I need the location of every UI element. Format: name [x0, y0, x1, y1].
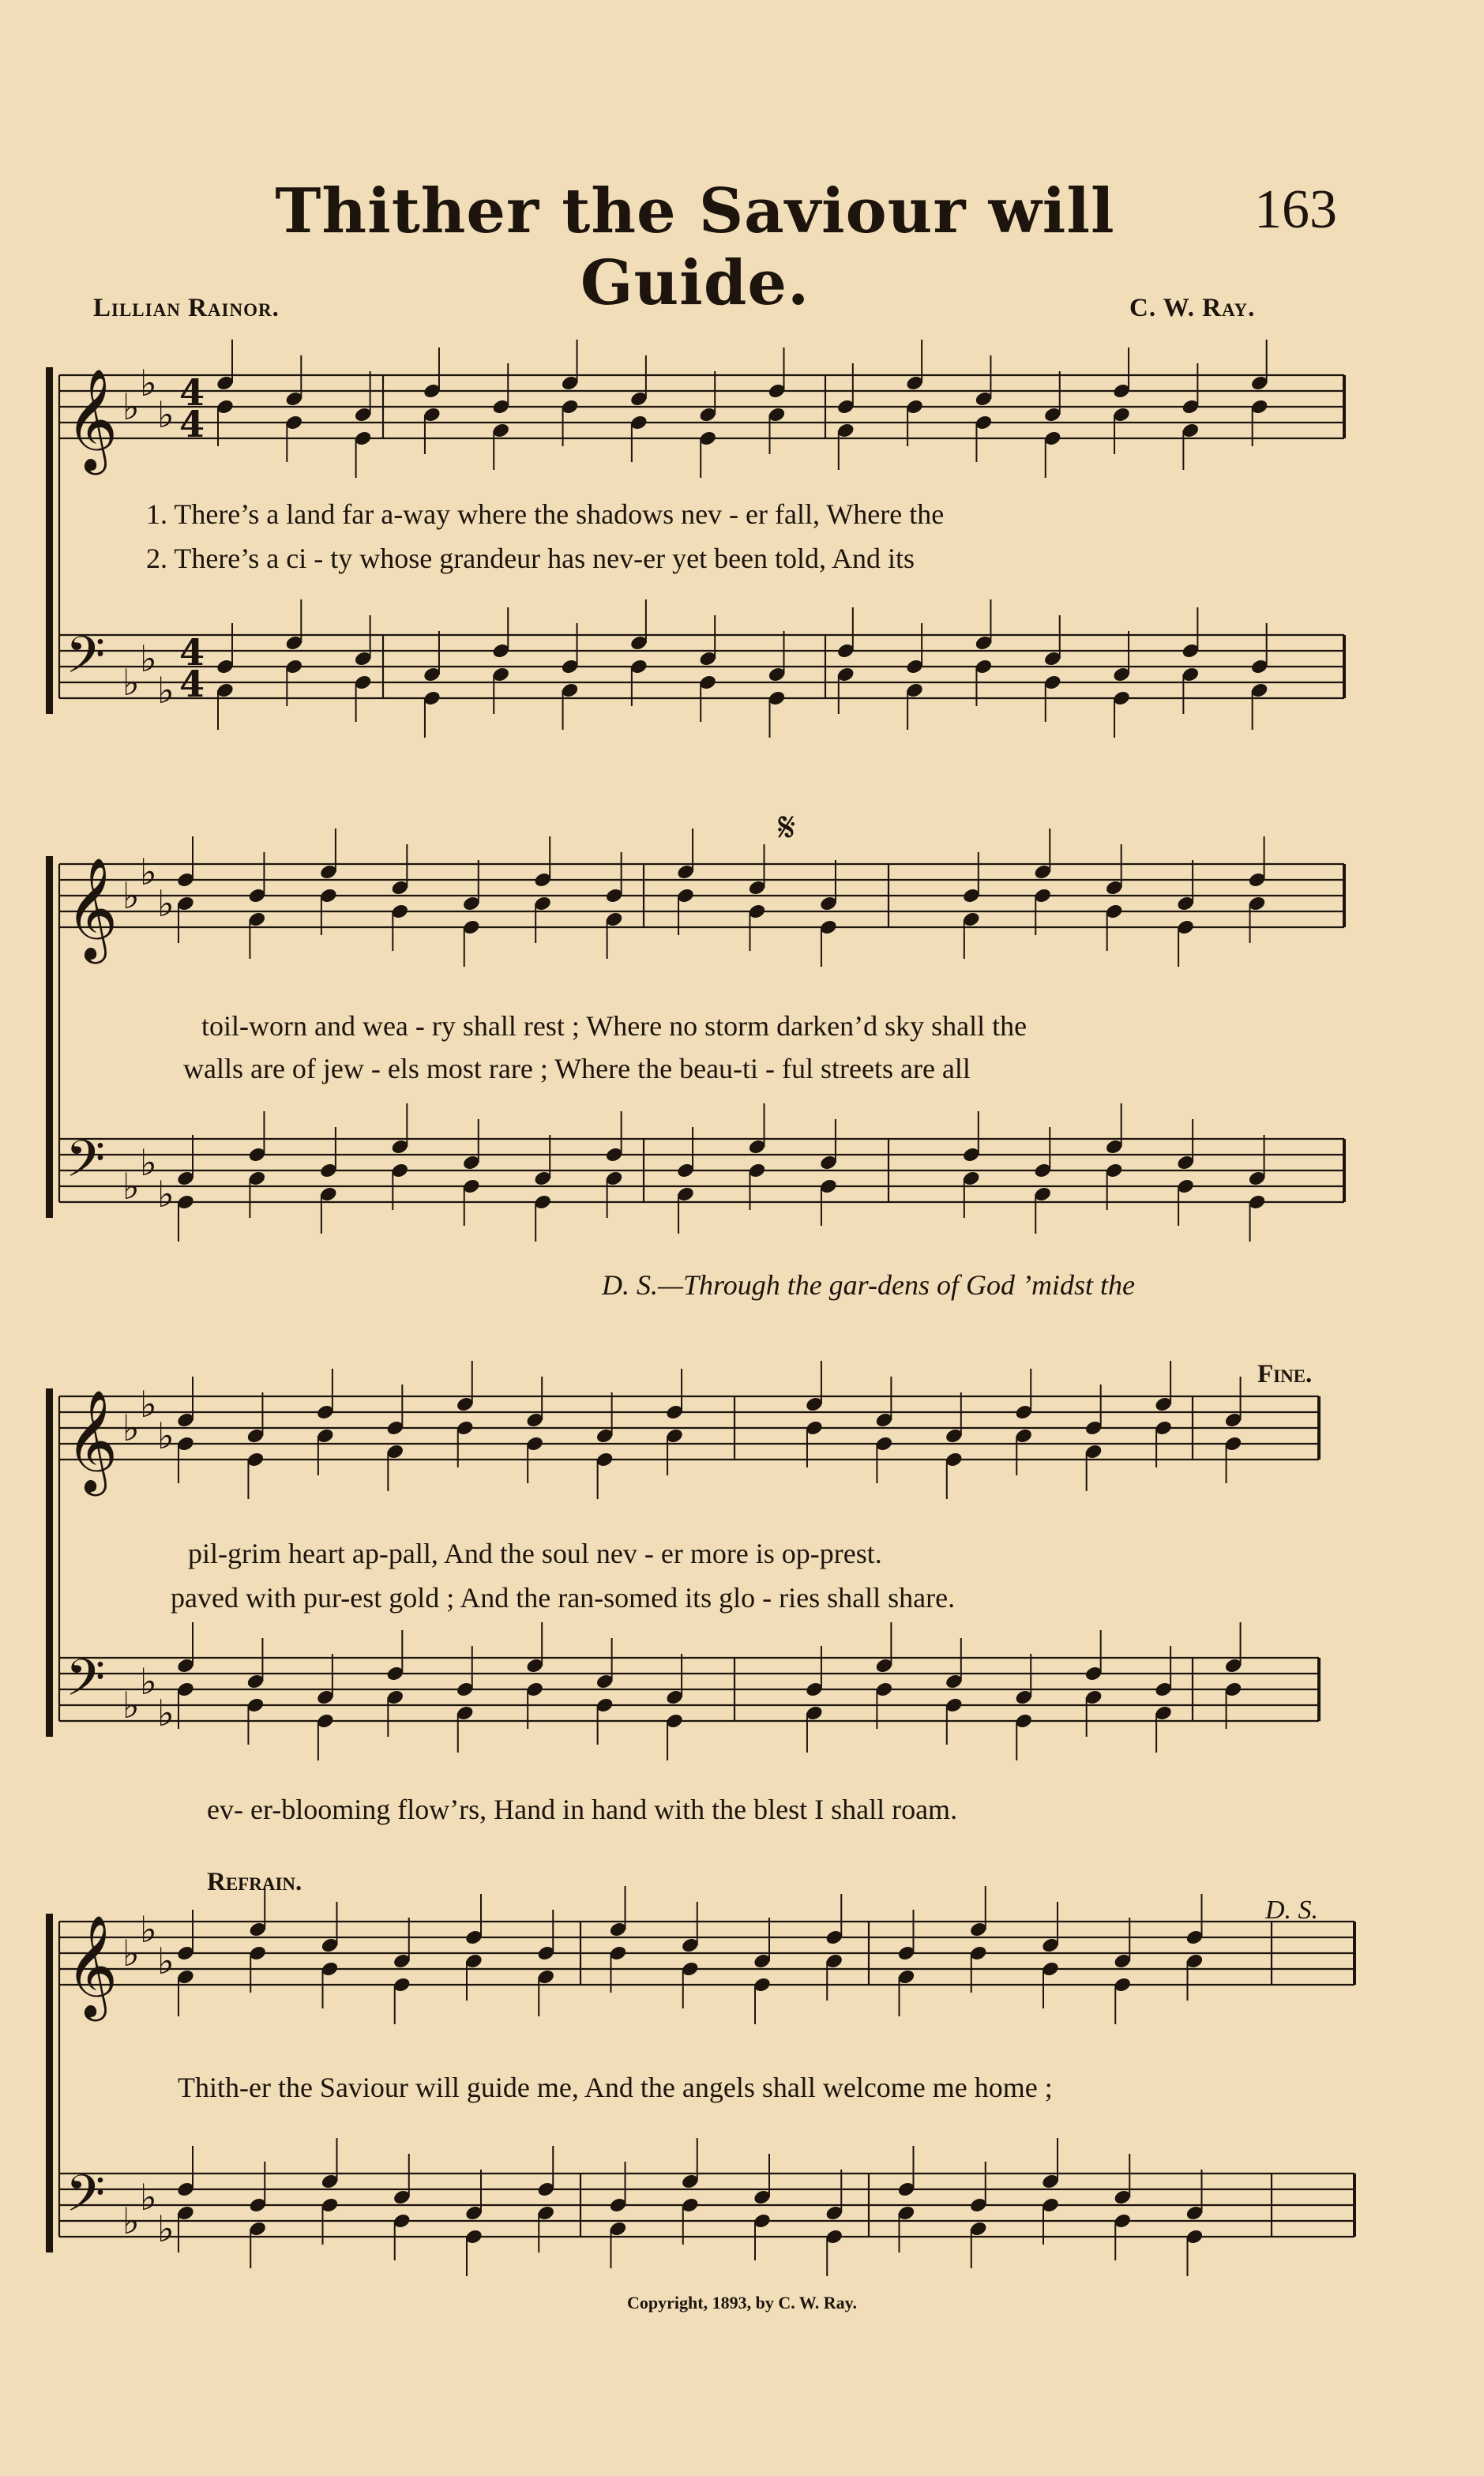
- lyricist-credit: Lillian Rainor.: [93, 294, 280, 322]
- svg-text:4: 4: [179, 631, 205, 674]
- svg-text:𝄞: 𝄞: [66, 1914, 118, 2017]
- svg-text:♭: ♭: [140, 1908, 157, 1951]
- svg-text:♭: ♭: [122, 2200, 140, 2242]
- lyric-system1-verse2: 2. There’s a ci - ty whose grandeur has nev-er yet been told, And its: [146, 543, 915, 574]
- svg-text:𝄢: 𝄢: [66, 626, 106, 697]
- svg-text:♭: ♭: [140, 1141, 157, 1184]
- svg-text:♭: ♭: [122, 1684, 140, 1726]
- hymn-title: Thither the Saviour will Guide.: [275, 175, 1115, 319]
- svg-text:♭: ♭: [140, 2176, 157, 2219]
- page-number: 163: [1254, 179, 1337, 240]
- svg-text:♭: ♭: [157, 393, 175, 436]
- svg-text:♭: ♭: [157, 882, 175, 925]
- svg-text:♭: ♭: [157, 669, 175, 712]
- lyric-system3-verse1: pil-grim heart ap-pall, And the soul nev - er more is op-prest.: [188, 1538, 882, 1569]
- copyright-notice: Copyright, 1893, by C. W. Ray.: [627, 2293, 857, 2313]
- refrain-label: Refrain.: [207, 1868, 302, 1896]
- composer-credit: C. W. Ray.: [1129, 294, 1256, 322]
- svg-text:♭: ♭: [122, 661, 140, 704]
- lyric-system2-ds-line: [602, 1268, 1135, 1302]
- svg-text:♭: ♭: [122, 1165, 140, 1208]
- svg-text:♭: ♭: [140, 637, 157, 680]
- svg-text:4: 4: [179, 403, 205, 445]
- lyric-system1-verse1: 1. There’s a land far a-way where the shadows nev - er fall, Where the: [146, 498, 945, 530]
- lyric-system2-verse2: walls are of jew - els most rare ; Where the beau-ti - ful streets are all: [183, 1053, 971, 1084]
- svg-text:𝄞: 𝄞: [66, 368, 118, 471]
- svg-text:𝄋: 𝄋: [778, 804, 796, 851]
- svg-text:♭: ♭: [140, 362, 157, 404]
- lyric-refrain: Thith-er the Saviour will guide me, And the angels shall welcome me home ;: [178, 2072, 1053, 2103]
- svg-text:𝄢: 𝄢: [66, 1649, 106, 1720]
- svg-text:♭: ♭: [122, 385, 140, 428]
- svg-text:♭: ♭: [140, 1383, 157, 1426]
- svg-text:♭: ♭: [157, 2207, 175, 2250]
- lyric-system2-verse1: toil-worn and wea - ry shall rest ; Where no storm darken’d sky shall the: [201, 1010, 1028, 1042]
- svg-text:♭: ♭: [157, 1940, 175, 1982]
- svg-text:𝄢: 𝄢: [66, 2165, 106, 2236]
- svg-text:𝄢: 𝄢: [66, 1130, 106, 1201]
- svg-text:𝄞: 𝄞: [66, 857, 118, 960]
- svg-text:4: 4: [179, 371, 205, 414]
- ds-text: D. S.—Through the gar-dens of God ’midst the: [602, 1269, 1135, 1301]
- lyric-system3-verse2: paved with pur-est gold ; And the ran-somed its glo - ries shall share.: [171, 1582, 956, 1614]
- svg-text:♭: ♭: [157, 1415, 175, 1457]
- svg-text:♭: ♭: [157, 1173, 175, 1215]
- fine-marking: Fine.: [1257, 1360, 1313, 1388]
- svg-text:♭: ♭: [122, 1407, 140, 1449]
- svg-text:♭: ♭: [157, 1692, 175, 1734]
- svg-text:♭: ♭: [140, 851, 157, 893]
- svg-text:♭: ♭: [122, 1932, 140, 1974]
- svg-text:4: 4: [179, 663, 205, 705]
- lyric-system3-ds-line: ev- er-blooming flow’rs, Hand in hand with the blest I shall roam.: [207, 1794, 958, 1825]
- svg-text:♭: ♭: [140, 1660, 157, 1703]
- svg-text:𝄞: 𝄞: [66, 1389, 118, 1492]
- ds-marking: D. S.: [1265, 1896, 1319, 1925]
- svg-text:♭: ♭: [122, 874, 140, 917]
